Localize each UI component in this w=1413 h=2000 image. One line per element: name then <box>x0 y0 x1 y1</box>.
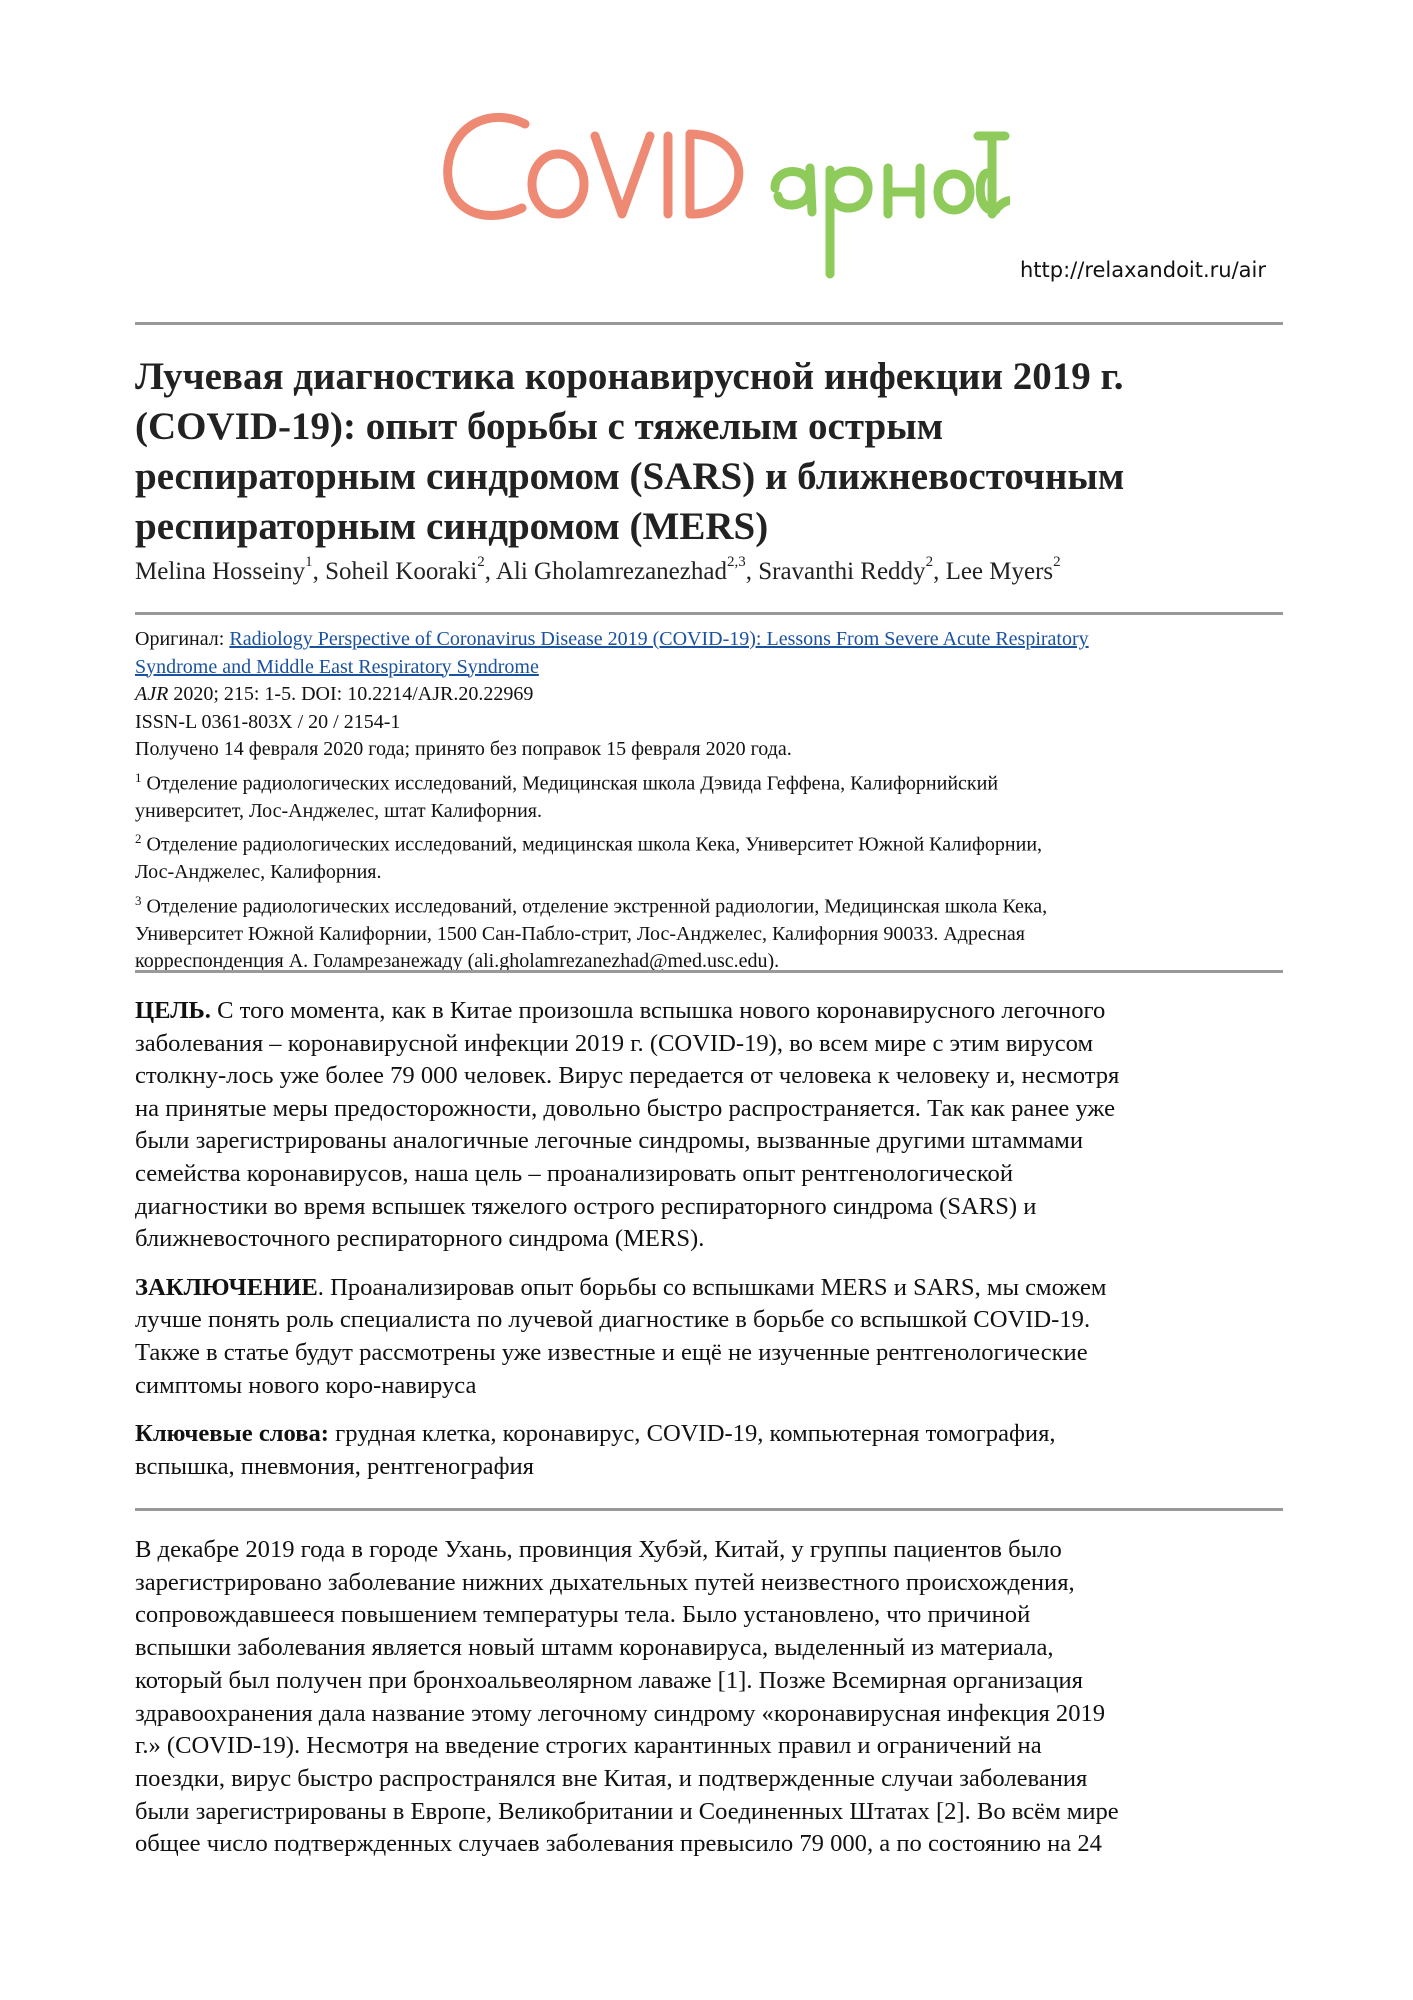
title-line: респираторным синдромом (SARS) и ближневосточным <box>135 455 1125 498</box>
affiliation-text: Отделение радиологических исследований, отделение экстренной радиологии, Медицинская школа Кека, <box>141 895 1048 918</box>
title-line: Лучевая диагностика коронавирусной инфекции 2019 г. <box>135 355 1124 398</box>
received-line: Получено 14 февраля 2020 года; принято без поправок 15 февраля 2020 года. <box>135 738 792 760</box>
logo-letter-d <box>690 134 739 214</box>
original-label: Оригинал: <box>135 628 230 650</box>
affiliation-marker: 1 <box>305 554 313 570</box>
abstract-line: Также в статье будут рассмотрены уже известные и ещё не изученные рентгенологические <box>135 1338 1088 1366</box>
body-line: поездки, вирус быстро распространялся вне Китая, и подтвержденные случаи заболевания <box>135 1764 1088 1792</box>
abstract-line <box>135 1420 1056 1447</box>
article-metadata <box>135 626 1283 976</box>
meta-divider-top <box>135 612 1283 615</box>
author-separator: , <box>745 558 759 585</box>
author-name: Lee Myers <box>945 558 1054 585</box>
body-line: вспышки заболевания является новый штамм коронавируса, выделенный из материала, <box>135 1634 1054 1662</box>
author-name: Ali Gholamrezanezhad <box>495 558 727 585</box>
affiliation-2 <box>135 825 1283 859</box>
author-name: Melina Hosseiny <box>135 558 306 585</box>
abstract-divider <box>135 1508 1283 1511</box>
article-title <box>135 352 1285 552</box>
title-line: (COVID-19): опыт борьбы с тяжелым острым <box>135 405 944 448</box>
affiliation-3 <box>135 887 1283 921</box>
meta-divider-bottom <box>135 970 1283 973</box>
affiliation-number: 1 <box>135 769 142 785</box>
original-article-link[interactable]: Radiology Perspective of Coronavirus Disease 2019 (COVID-19): Lessons From Severe Acute Respiratory <box>229 628 1089 650</box>
author-separator: , <box>312 558 326 585</box>
keywords-text: грудная клетка, коронавирус, COVID-19, компьютерная томография, <box>329 1420 1056 1448</box>
logo-letter-v <box>595 136 650 214</box>
abstract-line: семейства коронавирусов, наша цель – проанализировать опыт рентгенологической <box>135 1159 1014 1187</box>
body-line: зарегистрировано заболевание нижних дыхательных путей неизвестного происхождения, <box>135 1568 1075 1596</box>
issn-line: ISSN-L 0361-803X / 20 / 2154-1 <box>135 710 401 733</box>
objective-paragraph <box>135 995 1283 1256</box>
affiliation-1 <box>135 764 1283 798</box>
affiliation-marker: 2 <box>477 554 485 570</box>
original-reference <box>135 626 1283 654</box>
affiliation-2-cont: Лос-Анджелес, Калифорния. <box>135 861 382 884</box>
affiliation-marker: 2,3 <box>726 554 746 570</box>
solidarity-logo <box>430 96 1010 286</box>
conclusion-text: . Проанализировав опыт борьбы со вспышками MERS и SARS, мы сможем <box>317 1273 1107 1301</box>
source-url[interactable]: http://relaxandoit.ru/air <box>1020 258 1267 282</box>
affiliation-3-cont: корреспонденция А. Голамрезанежаду (ali.gholamrezanezhad@med.usc.edu). <box>135 950 780 973</box>
keywords-label: Ключевые слова: <box>135 1420 329 1448</box>
body-line: сопровождавшееся повышением температуры тела. Было установлено, что причиной <box>135 1601 1031 1629</box>
affiliation-text: Отделение радиологических исследований, Медицинская школа Дэвида Геффена, Калифорнийский <box>141 772 999 795</box>
citation-text: 2020; 215: 1-5. DOI: 10.2214/AJR.20.22969 <box>168 683 534 705</box>
logo-letter-c <box>448 117 525 215</box>
affiliation-3-cont: Университет Южной Калифорнии, 1500 Сан-Пабло-стрит, Лос-Анджелес, Калифорния 90033. Адресная <box>135 922 1025 945</box>
abstract-line: вспышка, пневмония, рентгенография <box>135 1452 534 1480</box>
abstract-line: лучше понять роль специалиста по лучевой диагностике в борьбе со вспышкой COVID-19. <box>135 1306 1091 1334</box>
abstract-line: ближневосточного респираторного синдрома (MERS). <box>135 1225 705 1253</box>
author-list <box>135 554 1061 586</box>
abstract-line: симптомы нового коро-навируса <box>135 1371 477 1399</box>
author-name: Soheil Kooraki <box>325 558 478 585</box>
objective-text: С того момента, как в Китае произошла вспышка нового коронавирусного легочного <box>210 997 1106 1024</box>
abstract-line <box>135 1274 1106 1301</box>
affiliation-marker: 2 <box>1053 554 1061 570</box>
abstract-line: диагностики во время вспышек тяжелого острого респираторного синдрома (SARS) и <box>135 1192 1037 1220</box>
original-reference-cont <box>135 654 1283 682</box>
author-separator: , <box>933 558 946 585</box>
title-line: респираторным синдромом (MERS) <box>135 505 769 548</box>
affiliation-number: 3 <box>135 892 142 908</box>
objective-label: ЦЕЛЬ. <box>135 997 211 1024</box>
logo-script <box>775 168 996 274</box>
body-line: В декабре 2019 года в городе Ухань, провинция Хубэй, Китай, у группы пациентов было <box>135 1536 1062 1563</box>
keywords-paragraph <box>135 1418 1283 1483</box>
author-name: Sravanthi Reddy <box>758 558 926 585</box>
body-line: здравоохранения дала название этому легочному синдрому «коронавирусная инфекция 2019 <box>135 1699 1106 1727</box>
affiliation-1-cont: университет, Лос-Анджелес, штат Калифорния. <box>135 799 542 822</box>
body-line: г.» (COVID-19). Несмотря на введение строгих карантинных правил и ограничений на <box>135 1732 1042 1760</box>
logo-letter-o <box>532 154 584 214</box>
author-separator: , <box>484 558 496 585</box>
affiliation-marker: 2 <box>925 554 934 570</box>
affiliation-number: 2 <box>135 831 142 847</box>
abstract-line: на принятые меры предосторожности, довольно быстро распространяется. Так как ранее уже <box>135 1094 1116 1122</box>
original-article-link-cont[interactable]: Syndrome and Middle East Respiratory Syndrome <box>135 655 539 678</box>
body-line: общее число подтвержденных случаев заболевания превысило 79 000, а по состоянию на 24 <box>135 1830 1102 1858</box>
abstract-line: были зарегистрированы аналогичные легочные синдромы, вызванные другими штаммами <box>135 1127 1083 1155</box>
citation-line <box>135 681 1283 709</box>
affiliation-text: Отделение радиологических исследований, медицинская школа Кека, Университет Южной Калифорнии, <box>141 833 1043 856</box>
body-line: были зарегистрированы в Европе, Великобритании и Соединенных Штатах [2]. Во всём мире <box>135 1797 1119 1825</box>
abstract-line: заболевания – коронавирусной инфекции 2019 г. (COVID-19), во всем мире с этим вирусом <box>135 1029 1094 1057</box>
abstract-line <box>135 997 1105 1024</box>
conclusion-label: ЗАКЛЮЧЕНИЕ <box>135 1273 318 1301</box>
body-line: который был получен при бронхоальвеолярном лаваже [1]. Позже Всемирная организация <box>135 1666 1083 1694</box>
body-paragraph <box>135 1534 1283 1861</box>
abstract <box>135 995 1283 1499</box>
abstract-line: столкну-лось уже более 79 000 человек. Вирус передается от человека к человеку и, несмотря <box>135 1062 1120 1090</box>
conclusion-paragraph <box>135 1272 1283 1402</box>
journal-name: AJR <box>135 683 169 705</box>
top-divider <box>135 322 1283 325</box>
